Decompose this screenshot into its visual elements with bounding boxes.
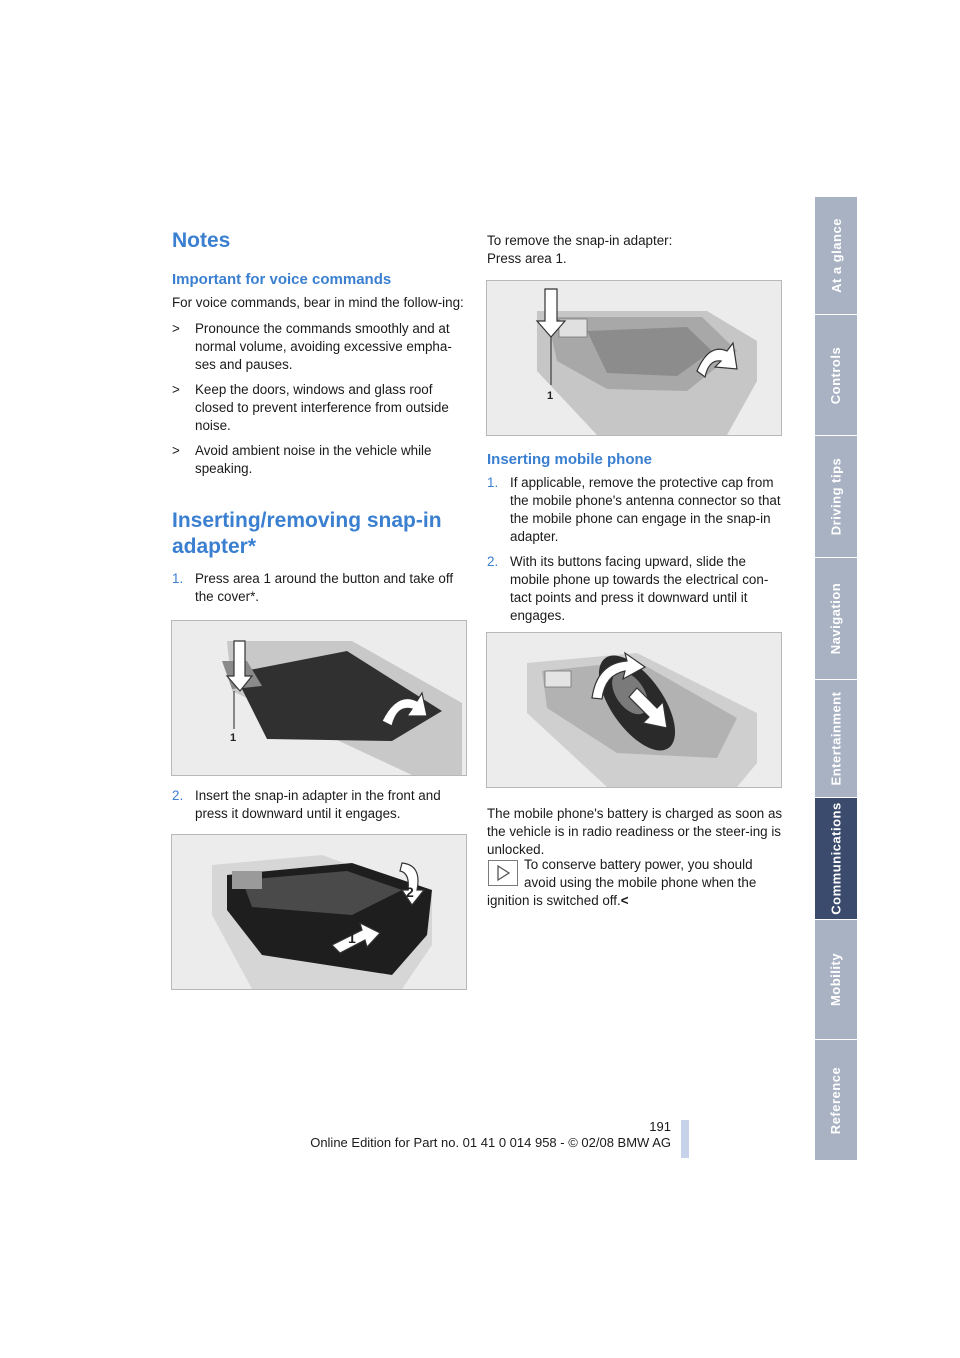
step-number: 1. bbox=[172, 571, 184, 586]
step-text: Press area 1 around the button and take off the cover*. bbox=[195, 571, 454, 604]
chapter-sidebar bbox=[815, 197, 857, 1160]
tab-label: Mobility bbox=[828, 952, 844, 1007]
figure-remove-cover bbox=[171, 620, 467, 776]
voice-commands-heading: Important for voice commands bbox=[172, 271, 392, 288]
figure-label: 1 bbox=[547, 390, 554, 402]
tab-label: Navigation bbox=[828, 582, 844, 655]
list-item bbox=[172, 442, 467, 478]
note-end-marker: < bbox=[620, 893, 629, 908]
figure-remove-adapter bbox=[486, 280, 782, 436]
step-1 bbox=[172, 570, 467, 606]
tab-label: Reference bbox=[828, 1066, 844, 1134]
list-item bbox=[172, 320, 467, 374]
step-number: 2. bbox=[487, 554, 499, 569]
note-text-block bbox=[487, 856, 787, 910]
left-step-2-block bbox=[172, 787, 467, 830]
figure-label: 2 bbox=[406, 884, 414, 900]
tab-label: Controls bbox=[828, 346, 844, 404]
tab-label: Entertainment bbox=[828, 691, 844, 786]
note-line-2: avoid using the mobile phone when the bbox=[524, 875, 757, 890]
step-text: If applicable, remove the protective cap from the mobile phone's antenna connector so that the mobile phone can engage in the snap-in adapter. bbox=[510, 475, 781, 544]
figure-label: 1 bbox=[348, 930, 356, 946]
bullet-marker: > bbox=[172, 321, 180, 336]
tab-controls[interactable] bbox=[815, 315, 857, 436]
step-number: 2. bbox=[172, 788, 184, 803]
inserting-phone-heading: Inserting mobile phone bbox=[487, 451, 653, 468]
step-text: Insert the snap-in adapter in the front and press it downward until it engages. bbox=[195, 788, 441, 821]
right-column-bottom bbox=[487, 805, 787, 859]
step-2 bbox=[172, 787, 467, 823]
battery-text: The mobile phone's battery is charged as soon as the vehicle is in radio readiness or the steer-ing is unlocked. bbox=[487, 806, 783, 857]
tab-navigation[interactable] bbox=[815, 558, 857, 680]
note-line-3 bbox=[487, 892, 787, 910]
tab-at-a-glance[interactable] bbox=[815, 197, 857, 315]
tab-mobility[interactable] bbox=[815, 920, 857, 1040]
tab-label: At a glance bbox=[828, 218, 844, 293]
list-item-text: Keep the doors, windows and glass roof closed to prevent interference from outside noise. bbox=[195, 382, 449, 433]
list-item-text: Pronounce the commands smoothly and at normal volume, avoiding excessive empha-ses and pauses. bbox=[195, 321, 452, 372]
snap-in-heading: Inserting/removing snap-in adapter* bbox=[172, 509, 442, 558]
list-item bbox=[172, 381, 467, 435]
remove-text: To remove the snap-in adapter: bbox=[487, 233, 673, 248]
tab-entertainment[interactable] bbox=[815, 680, 857, 798]
step-1 bbox=[487, 474, 787, 546]
tab-communications[interactable] bbox=[815, 798, 857, 920]
notes-heading: Notes bbox=[172, 229, 231, 252]
step-text: With its buttons facing upward, slide the mobile phone up towards the electrical con-tact points and press it downward until it engages. bbox=[510, 554, 769, 623]
edition-text: Online Edition for Part no. 01 41 0 014 958 - © 02/08 BMW AG bbox=[310, 1135, 671, 1150]
step-number: 1. bbox=[487, 475, 499, 490]
note-line-3-text: ignition is switched off. bbox=[487, 893, 621, 908]
figure-insert-phone bbox=[486, 632, 782, 788]
tab-label: Communications bbox=[828, 802, 844, 915]
note-line-1: To conserve battery power, you should bbox=[524, 857, 753, 872]
press-area-text: Press area 1. bbox=[487, 251, 567, 266]
voice-intro: For voice commands, bear in mind the follow-ing: bbox=[172, 295, 464, 310]
figure-insert-adapter bbox=[171, 834, 467, 990]
step-2 bbox=[487, 553, 787, 625]
tab-label: Driving tips bbox=[828, 457, 844, 536]
tab-driving-tips[interactable] bbox=[815, 436, 857, 558]
tab-reference[interactable] bbox=[815, 1040, 857, 1160]
figure-label: 1 bbox=[230, 732, 237, 744]
left-column bbox=[172, 228, 467, 613]
bullet-marker: > bbox=[172, 443, 180, 458]
right-column-middle bbox=[487, 450, 787, 632]
page-number: 191 bbox=[649, 1119, 671, 1134]
footer-accent-bar bbox=[681, 1120, 689, 1158]
bullet-marker: > bbox=[172, 382, 180, 397]
list-item-text: Avoid ambient noise in the vehicle while speaking. bbox=[195, 443, 432, 476]
right-column-top bbox=[487, 232, 787, 268]
